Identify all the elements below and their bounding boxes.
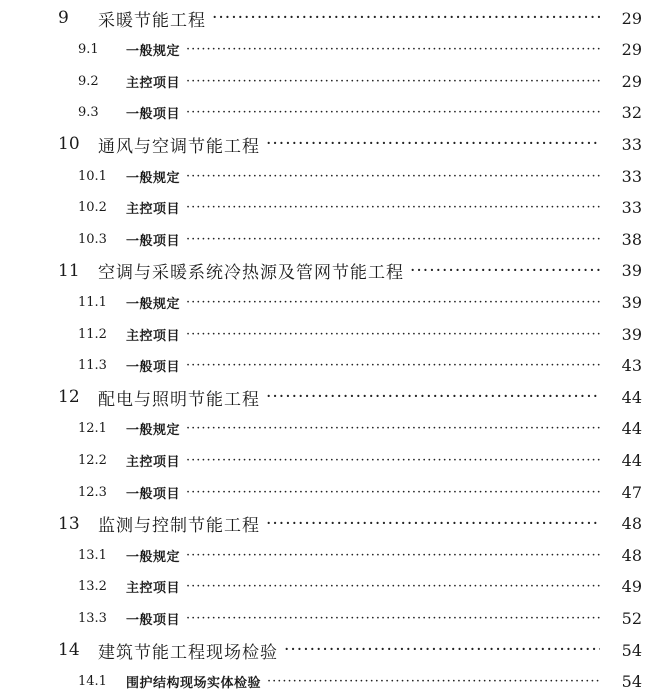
entry-number: 10.3 bbox=[78, 231, 107, 247]
toc-chapter-entry[interactable] bbox=[0, 381, 653, 413]
entry-title: 一般项目 bbox=[126, 233, 181, 249]
toc-section-entry[interactable] bbox=[0, 65, 653, 97]
entry-title: 采暖节能工程 bbox=[98, 10, 206, 31]
entry-number: 13.3 bbox=[78, 610, 107, 626]
entry-title: 主控项目 bbox=[126, 202, 181, 218]
dot-leader bbox=[266, 387, 600, 407]
entry-number: 12.3 bbox=[78, 484, 107, 500]
entry-title: 一般项目 bbox=[126, 612, 181, 628]
entry-page-number: 33 bbox=[621, 166, 642, 186]
toc-chapter-entry[interactable] bbox=[0, 2, 653, 34]
entry-number: 13.1 bbox=[78, 547, 107, 563]
entry-title: 主控项目 bbox=[126, 75, 181, 91]
entry-page-number: 29 bbox=[621, 40, 642, 60]
entry-title: 建筑节能工程现场检验 bbox=[98, 642, 278, 663]
entry-title: 一般规定 bbox=[126, 423, 181, 439]
entry-number: 12.2 bbox=[78, 452, 107, 468]
entry-number: 10 bbox=[58, 134, 80, 155]
entry-title: 一般规定 bbox=[126, 549, 181, 565]
entry-page-number: 33 bbox=[621, 198, 642, 218]
entry-page-number: 39 bbox=[621, 261, 642, 281]
toc-section-entry[interactable] bbox=[0, 286, 653, 318]
dot-leader bbox=[186, 611, 600, 626]
dot-leader bbox=[186, 453, 600, 468]
entry-number: 11.1 bbox=[78, 294, 107, 310]
entry-number: 13 bbox=[58, 513, 80, 534]
toc-section-entry[interactable] bbox=[0, 666, 653, 698]
entry-title: 一般规定 bbox=[126, 170, 181, 186]
entry-page-number: 47 bbox=[621, 482, 642, 502]
entry-page-number: 49 bbox=[621, 577, 642, 597]
dot-leader bbox=[267, 674, 600, 689]
dot-leader bbox=[186, 105, 600, 120]
dot-leader bbox=[186, 548, 600, 563]
entry-number: 11.3 bbox=[78, 358, 107, 374]
entry-title: 一般项目 bbox=[126, 107, 181, 123]
dot-leader bbox=[186, 200, 600, 215]
entry-title: 一般项目 bbox=[126, 360, 181, 376]
dot-leader bbox=[212, 8, 600, 28]
entry-number: 12 bbox=[58, 387, 80, 408]
toc-chapter-entry[interactable] bbox=[0, 128, 653, 160]
entry-title: 围护结构现场实体检验 bbox=[126, 676, 262, 692]
entry-title: 监测与控制节能工程 bbox=[98, 516, 260, 537]
toc-section-entry[interactable] bbox=[0, 192, 653, 224]
toc-section-entry[interactable] bbox=[0, 413, 653, 445]
dot-leader bbox=[186, 579, 600, 594]
toc-section-entry[interactable] bbox=[0, 444, 653, 476]
toc-section-entry[interactable] bbox=[0, 97, 653, 129]
entry-page-number: 29 bbox=[621, 71, 642, 91]
entry-page-number: 39 bbox=[621, 324, 642, 344]
entry-title: 一般项目 bbox=[126, 486, 181, 502]
toc-chapter-entry[interactable] bbox=[0, 508, 653, 540]
entry-page-number: 32 bbox=[621, 103, 642, 123]
entry-title: 空调与采暖系统冷热源及管网节能工程 bbox=[98, 263, 404, 284]
entry-page-number: 52 bbox=[621, 608, 642, 628]
toc-section-entry[interactable] bbox=[0, 539, 653, 571]
dot-leader bbox=[186, 358, 600, 373]
entry-number: 9.3 bbox=[78, 105, 99, 121]
toc-section-entry[interactable] bbox=[0, 160, 653, 192]
entry-page-number: 44 bbox=[621, 387, 642, 407]
dot-leader bbox=[186, 485, 600, 500]
dot-leader bbox=[186, 421, 600, 436]
entry-page-number: 54 bbox=[621, 672, 642, 692]
entry-page-number: 44 bbox=[621, 450, 642, 470]
toc-section-entry[interactable] bbox=[0, 318, 653, 350]
toc-section-entry[interactable] bbox=[0, 571, 653, 603]
dot-leader bbox=[186, 42, 600, 57]
entry-title: 主控项目 bbox=[126, 328, 181, 344]
dot-leader bbox=[266, 514, 600, 534]
entry-page-number: 43 bbox=[621, 356, 642, 376]
toc-section-entry[interactable] bbox=[0, 350, 653, 382]
entry-title: 配电与照明节能工程 bbox=[98, 389, 260, 410]
toc-section-entry[interactable] bbox=[0, 476, 653, 508]
entry-number: 9 bbox=[58, 8, 69, 28]
entry-title: 主控项目 bbox=[126, 581, 181, 597]
entry-page-number: 29 bbox=[621, 8, 642, 28]
entry-number: 10.1 bbox=[78, 168, 107, 184]
dot-leader bbox=[186, 327, 600, 342]
entry-number: 11.2 bbox=[78, 326, 107, 342]
dot-leader bbox=[186, 295, 600, 310]
toc-chapter-entry[interactable] bbox=[0, 255, 653, 287]
dot-leader bbox=[284, 640, 600, 660]
entry-number: 14 bbox=[58, 640, 80, 660]
entry-page-number: 39 bbox=[621, 292, 642, 312]
entry-page-number: 54 bbox=[621, 640, 642, 660]
dot-leader bbox=[266, 134, 600, 154]
entry-number: 9.2 bbox=[78, 73, 99, 89]
dot-leader bbox=[186, 74, 600, 89]
entry-title: 一般规定 bbox=[126, 44, 181, 60]
entry-number: 12.1 bbox=[78, 421, 107, 437]
entry-number: 11 bbox=[58, 260, 80, 281]
entry-number: 10.2 bbox=[78, 200, 107, 216]
toc-section-entry[interactable] bbox=[0, 34, 653, 66]
entry-page-number: 44 bbox=[621, 419, 642, 439]
entry-title: 主控项目 bbox=[126, 454, 181, 470]
dot-leader bbox=[410, 261, 600, 281]
dot-leader bbox=[186, 232, 600, 247]
entry-title: 一般规定 bbox=[126, 296, 181, 312]
dot-leader bbox=[186, 169, 600, 184]
entry-page-number: 48 bbox=[621, 514, 642, 534]
entry-page-number: 48 bbox=[621, 545, 642, 565]
entry-number: 13.2 bbox=[78, 579, 107, 595]
entry-number: 14.1 bbox=[78, 674, 107, 690]
entry-number: 9.1 bbox=[78, 42, 99, 58]
toc-section-entry[interactable] bbox=[0, 223, 653, 255]
entry-page-number: 33 bbox=[621, 134, 642, 154]
toc-section-entry[interactable] bbox=[0, 602, 653, 634]
toc-chapter-entry[interactable] bbox=[0, 634, 653, 666]
entry-title: 通风与空调节能工程 bbox=[98, 136, 260, 157]
entry-page-number: 38 bbox=[621, 229, 642, 249]
